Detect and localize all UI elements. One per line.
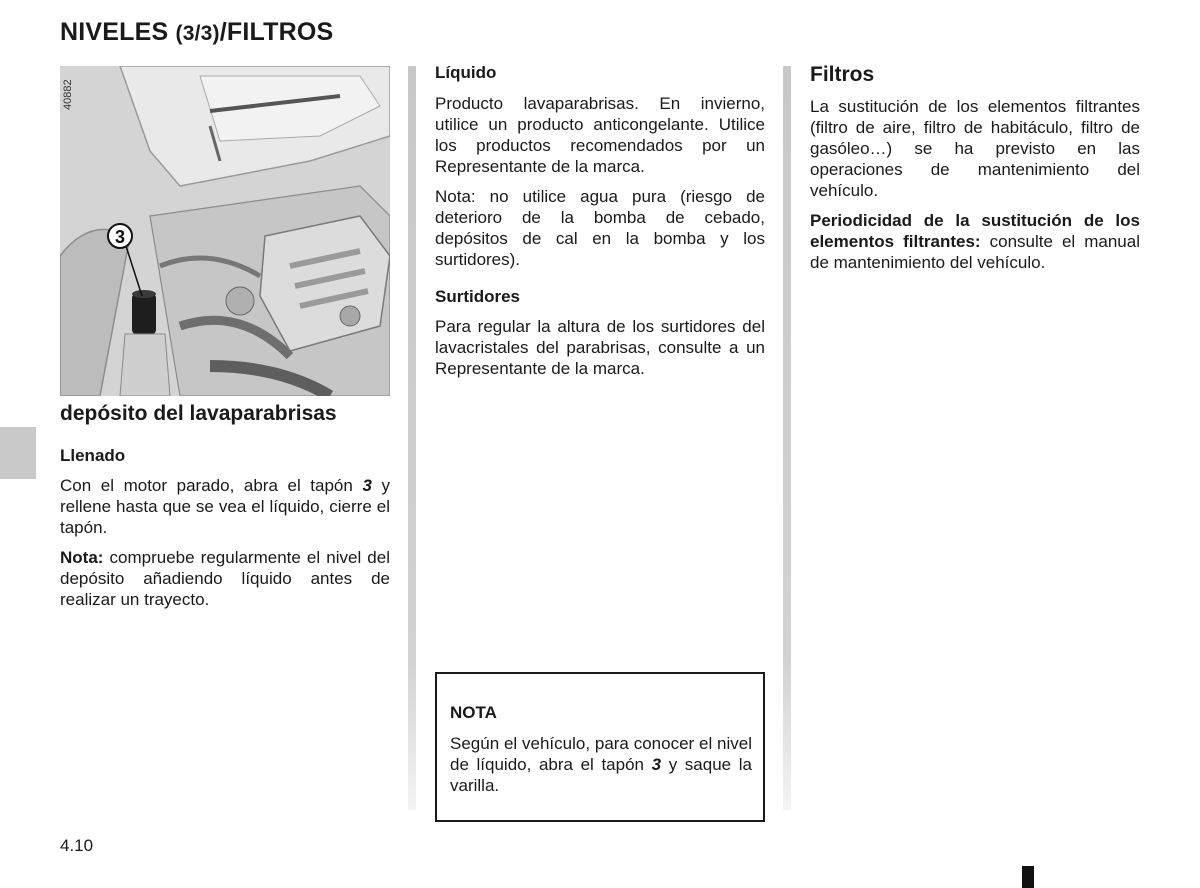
engine-bay-illustration bbox=[60, 66, 390, 396]
washer-reservoir-section bbox=[60, 401, 390, 610]
ref-number: 3 bbox=[651, 755, 662, 774]
periodicity-label: Periodicidad de la sustitución de los elementos filtrantes: bbox=[810, 211, 1140, 251]
llenado-text: y rellene hasta que se vea el líquido, cierre el tapón. bbox=[60, 476, 390, 537]
nota-paragraph bbox=[60, 547, 390, 610]
nota-label: Nota: bbox=[60, 548, 104, 567]
ref-number: 3 bbox=[362, 476, 372, 495]
section-title: depósito del lavaparabrisas bbox=[60, 402, 337, 425]
periodicity-paragraph bbox=[810, 210, 1140, 273]
figure-id-label: 40882 bbox=[62, 79, 74, 110]
chapter-tab bbox=[0, 427, 36, 479]
llenado-text: Con el motor parado, abra el tapón bbox=[60, 476, 363, 495]
liquid-section bbox=[435, 62, 765, 379]
nota-box-text: y saque la varilla. bbox=[450, 755, 752, 795]
liquido-heading: Líquido bbox=[435, 63, 497, 82]
page-edge-marker bbox=[1022, 866, 1034, 888]
filtros-paragraph: La sustitución de los elementos filtrantes (filtro de aire, filtro de habitáculo, filtro de gasóleo…) se ha previsto en las operaciones de mantenimiento del vehículo. bbox=[810, 97, 1140, 200]
periodicity-text: consulte el manual de mantenimiento del vehículo. bbox=[810, 232, 1140, 272]
page-number: 4.10 bbox=[60, 836, 94, 855]
llenado-paragraph bbox=[60, 475, 390, 538]
nota-text: compruebe regularmente el nivel del depósito añadiendo líquido antes de realizar un trayecto. bbox=[60, 548, 390, 609]
llenado-heading: Llenado bbox=[60, 446, 126, 465]
liquido-paragraph: Producto lavaparabrisas. En invierno, utilice un producto anticongelante. Utilice los productos recomendados por un Representante de la marca. bbox=[435, 94, 765, 176]
filtros-heading: Filtros bbox=[810, 63, 875, 86]
title-small: (3/3) bbox=[175, 22, 220, 45]
surtidores-heading: Surtidores bbox=[435, 287, 521, 306]
callout-number: 3 bbox=[114, 227, 126, 247]
column-divider bbox=[408, 66, 416, 810]
nota-box-paragraph bbox=[450, 733, 752, 796]
nota-box bbox=[435, 672, 765, 822]
nota-box-heading: NOTA bbox=[450, 703, 497, 722]
engine-bay-drawing bbox=[60, 66, 390, 396]
liquido-note-paragraph: Nota: no utilice agua pura (riesgo de deterioro de la bomba de cebado, depósitos de cal en la bomba y los surtidores). bbox=[435, 187, 765, 269]
nota-box-text: Según el vehículo, para conocer el nivel de líquido, abra el tapón bbox=[450, 734, 752, 774]
filters-section bbox=[810, 62, 1140, 273]
surtidores-paragraph: Para regular la altura de los surtidores del lavacristales del parabrisas, consulte a un Representante de la marca. bbox=[435, 317, 765, 378]
page-title bbox=[60, 18, 333, 47]
title-main-a: NIVELES bbox=[60, 18, 176, 46]
column-divider bbox=[783, 66, 791, 810]
title-main-b: /FILTROS bbox=[219, 18, 334, 46]
